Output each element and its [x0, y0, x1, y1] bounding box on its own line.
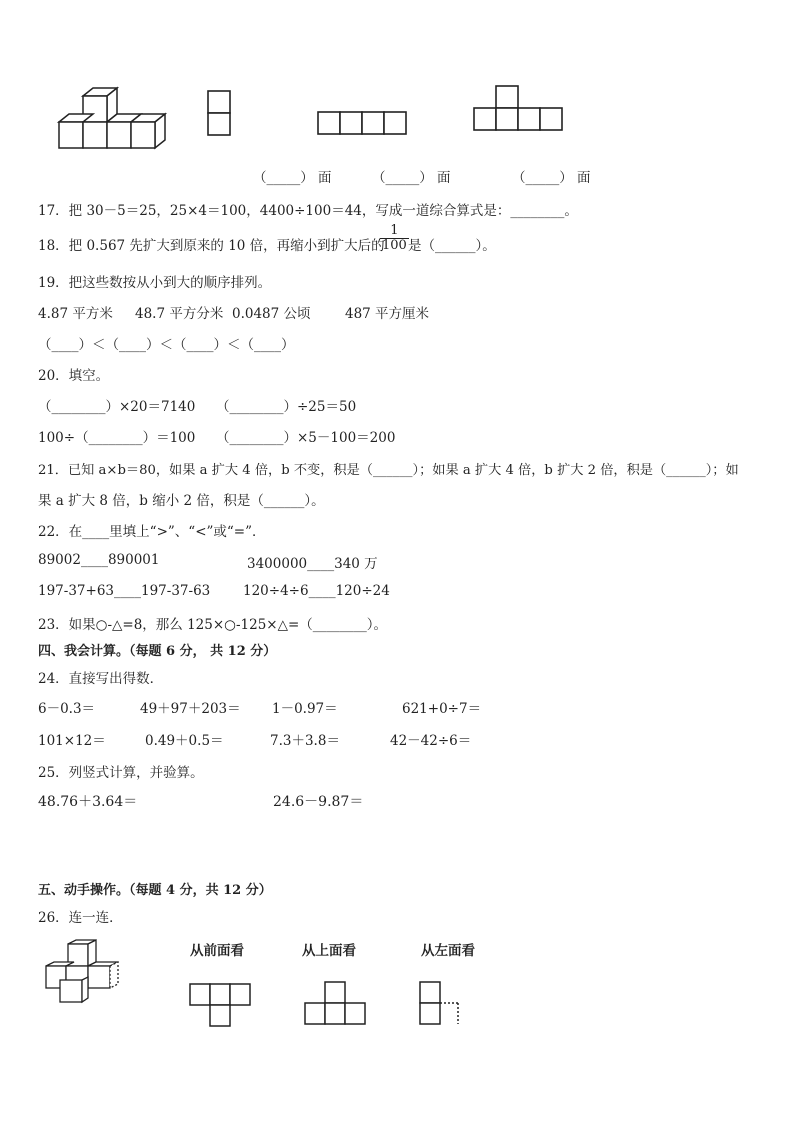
q19-item-1: 4.87 平方米: [38, 306, 113, 322]
q25-calc-2: 24.6－9.87＝: [273, 794, 364, 810]
fraction-denominator: 100: [382, 238, 407, 253]
cube-stack-figure: [55, 86, 175, 156]
question-22-title: 22．在____里填上“>”、“<”或“=”．: [38, 524, 266, 540]
question-24-title: 24．直接写出得数．: [38, 671, 164, 687]
question-18-suffix: 是（______）。: [408, 238, 496, 254]
view-two-vertical-squares: [206, 89, 236, 139]
q20-eq-3: 100÷（________）＝100: [38, 430, 196, 446]
view-four-squares-row: [316, 110, 416, 140]
view-title-top: 从上面看: [302, 943, 356, 959]
answer-view-b: [303, 980, 373, 1030]
q24-calc-6: 0.49＋0.5＝: [145, 733, 224, 749]
q20-eq-1: （________）×20＝7140: [38, 399, 196, 415]
q22-compare-4: 120÷4÷6____120÷24: [243, 583, 390, 599]
q24-calc-1: 6－0.3＝: [38, 701, 96, 717]
question-19-title: 19．把这些数按从小到大的顺序排列。: [38, 275, 272, 291]
q22-compare-3: 197-37+63____197-37-63: [38, 583, 211, 599]
section-4-heading: 四、我会计算。（每题 6 分， 共 12 分）: [38, 644, 277, 659]
q20-eq-2: （________）÷25＝50: [216, 399, 357, 415]
q24-calc-2: 49＋97＋203＝: [140, 701, 241, 717]
q24-calc-8: 42－42÷6＝: [390, 733, 472, 749]
question-20-title: 20．填空。: [38, 368, 110, 384]
question-21-line-2: 果 a 扩大 8 倍，b 缩小 2 倍，积是（______）。: [38, 493, 325, 509]
question-23: 23．如果○-△=8，那么 125×○-125×△=（________）。: [38, 617, 388, 633]
q22-compare-1: 89002____890001: [38, 552, 160, 568]
answer-view-c: [418, 980, 468, 1030]
q19-item-4: 487 平方厘米: [345, 306, 430, 322]
q19-item-2: 48.7 平方分米: [135, 306, 224, 322]
answer-view-a: [188, 982, 258, 1032]
q24-calc-5: 101×12＝: [38, 733, 106, 749]
q24-calc-7: 7.3＋3.8＝: [270, 733, 340, 749]
q19-blanks: （____）＜（____）＜（____）＜（____）: [38, 337, 295, 353]
view-label-1: （_____） 面: [253, 170, 332, 186]
cube-group-figure: [44, 940, 134, 1010]
view-label-2: （_____） 面: [372, 170, 451, 186]
q20-eq-4: （________）×5－100＝200: [216, 430, 396, 446]
view-t-shape-squares: [472, 84, 572, 134]
q19-item-3: 0.0487 公顷: [232, 306, 311, 322]
fraction-numerator: 1: [380, 224, 409, 239]
q22-compare-2: 3400000____340 万: [247, 556, 378, 572]
section-5-heading: 五、动手操作。（每题 4 分，共 12 分）: [38, 883, 272, 898]
view-title-left: 从左面看: [421, 943, 475, 959]
question-25-title: 25．列竖式计算，并验算。: [38, 765, 204, 781]
question-18-prefix: 18．把 0.567 先扩大到原来的 10 倍，再缩小到扩大后的: [38, 238, 385, 254]
question-17: 17．把 30－5＝25，25×4＝100，4400÷100＝44，写成一道综合算式是：________。: [38, 203, 578, 219]
question-18-fraction: [380, 224, 409, 253]
q24-calc-3: 1－0.97＝: [272, 701, 338, 717]
view-title-front: 从前面看: [190, 943, 244, 959]
q24-calc-4: 621+0÷7＝: [402, 701, 482, 717]
view-label-3: （_____） 面: [512, 170, 591, 186]
question-21-line-1: 21．已知 a×b＝80，如果 a 扩大 4 倍，b 不变，积是（______）；如果 a 扩大 4 倍，b 扩大 2 倍，积是（______）；如: [38, 463, 739, 478]
question-26-title: 26．连一连．: [38, 910, 123, 926]
q25-calc-1: 48.76＋3.64＝: [38, 794, 138, 810]
